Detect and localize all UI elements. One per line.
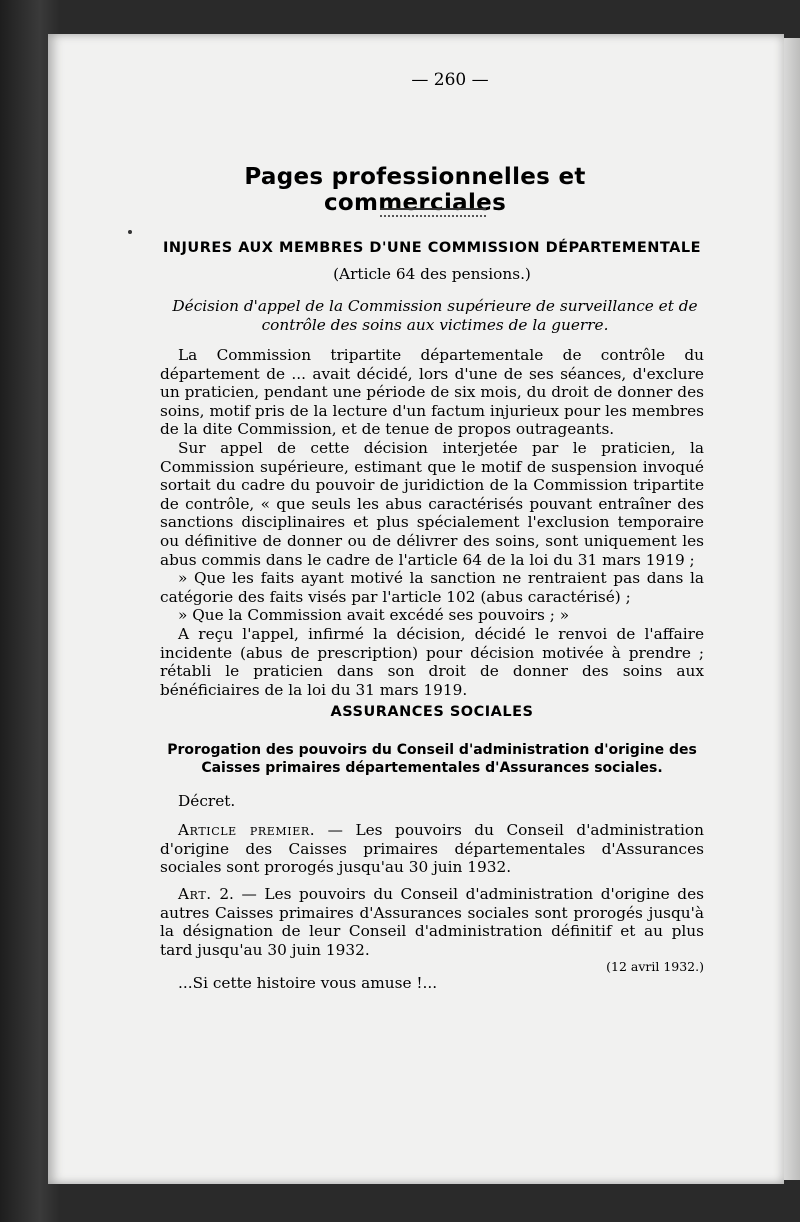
section2-subheading: Prorogation des pouvoirs du Conseil d'administration d'origine des Caisses primaires départementales d'Assurances sociales. — [167, 742, 697, 776]
section1-paragraph: Sur appel de cette décision interjetée par le praticien, la Commission supérieure, estimant que le motif de suspension invoqué sortait du cadre du pouvoir de juridiction de la Commission tripartite de contrôle, « que seuls les abus caractérisés pouvant entraîner des sanctions disciplinaires et plus spécialement l'exclusion temporaire ou définitive de donner ou de délivrer des soins, sont uniquement les abus commis dans le cadre de l'article 64 de la loi du 31 mars 1919 ; — [160, 438, 704, 569]
title-rule — [380, 208, 486, 217]
section1-subheading: (Article 64 des pensions.) — [333, 265, 531, 283]
decret-label: Décret. — [178, 792, 236, 810]
section1-paragraph: La Commission tripartite départementale de contrôle du département de ... avait décidé, lors d'une de ses séances, d'exclure un praticien, pendant une période de six mois, du droit de donner des soins, motif pris de la lecture d'un factum injurieux pour les membres de la dite Commission, et de tenue de propos outrageants. — [160, 346, 704, 439]
article-2-text: 2. — Les pouvoirs du Conseil d'administration d'origine des autres Caisses primaires d'Assurances sociales sont prorogés jusqu'à la désignation de leur Conseil d'administration définitif et au plus tard jusqu'au 30 juin 1932. — [160, 885, 704, 959]
section1-decision: Décision d'appel de la Commission supérieure de surveillance et de contrôle des soins aux victimes de la guerre. — [172, 297, 698, 334]
page-number: — 260 — — [411, 70, 489, 90]
decree-date: (12 avril 1932.) — [606, 959, 704, 974]
section1-heading: INJURES AUX MEMBRES D'UNE COMMISSION DÉPARTEMENTALE — [163, 240, 701, 256]
margin-mark — [128, 230, 132, 234]
section2-heading: ASSURANCES SOCIALES — [330, 704, 534, 720]
page-edge — [784, 38, 800, 1180]
article-2-label: Art. — [178, 885, 212, 903]
article-2 — [160, 885, 704, 959]
section1-paragraph: » Que la Commission avait excédé ses pouvoirs ; » — [178, 606, 570, 625]
article-1-label: Article premier. — [178, 821, 316, 839]
page-title: Pages professionnelles et commerciales — [244, 164, 586, 216]
article-1 — [160, 821, 704, 877]
section1-paragraph: A reçu l'appel, infirmé la décision, décidé le renvoi de l'affaire incidente (abus de prescription) pour décision motivée à prendre ; rétabli le praticien dans son droit de donner des soins aux bénéficiaires de la loi du 31 mars 1919. — [160, 624, 704, 699]
article-1-text: — Les pouvoirs du Conseil d'administration d'origine des Caisses primaires départementales d'Assurances sociales sont prorogés jusqu'au 30 juin 1932. — [160, 821, 704, 877]
closing-line: ...Si cette histoire vous amuse !... — [178, 974, 438, 992]
section1-paragraph: » Que les faits ayant motivé la sanction ne rentraient pas dans la catégorie des faits visés par l'article 102 (abus caractérisé) ; — [160, 569, 704, 606]
